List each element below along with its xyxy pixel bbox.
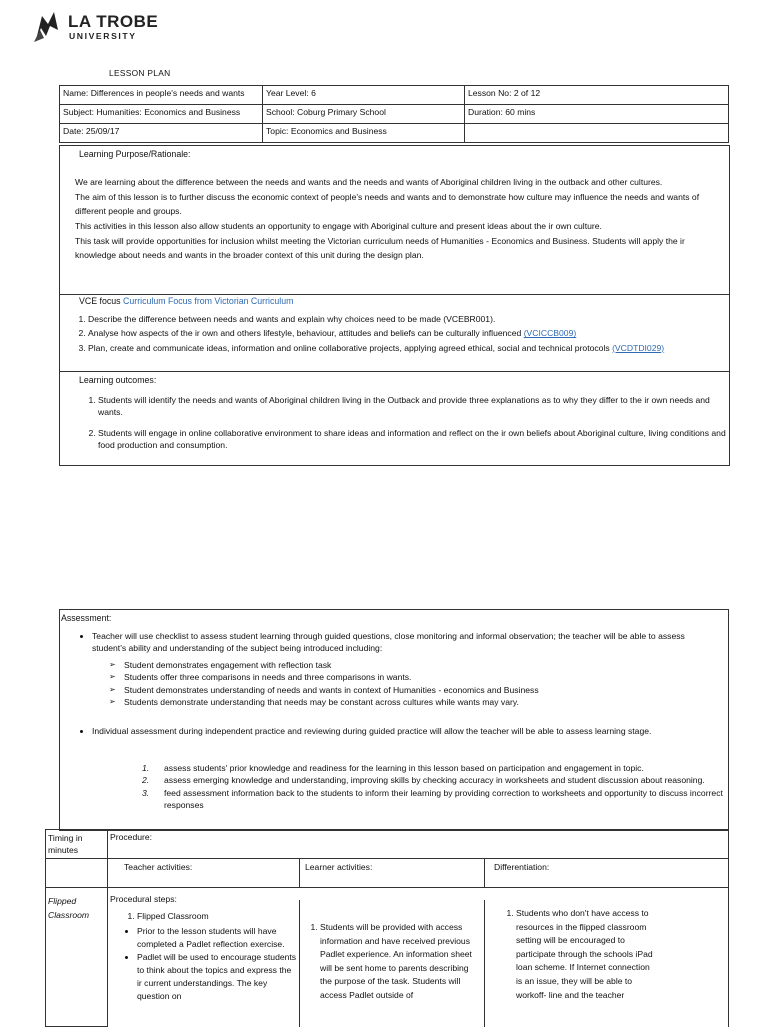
procedure-label: Procedure: bbox=[110, 832, 153, 842]
list-item: 1. Students will identify the needs and wants of Aboriginal children living in the Outback and provide three explanations as to why they differ to the ir own needs and wants. bbox=[98, 394, 728, 419]
teacher-header-cell bbox=[107, 858, 300, 888]
logo-name: LA TROBE bbox=[68, 12, 159, 31]
outcomes-label: Learning outcomes: bbox=[79, 375, 157, 385]
assessment-label: Assessment: bbox=[61, 613, 112, 623]
item-number: 3. bbox=[142, 787, 150, 798]
learner-activities-label: Learner activities: bbox=[305, 862, 373, 872]
assessment-bullets bbox=[60, 725, 712, 737]
curriculum-code-link[interactable]: (VCICCB009) bbox=[523, 328, 577, 339]
procedure-header-cell bbox=[107, 829, 729, 859]
timing-label: Timing in minutes bbox=[48, 833, 83, 855]
empty-cell bbox=[465, 124, 729, 143]
item-text: feed assessment information back to the students to inform their learning by providing correction to worksheets and opportunity to discuss incorrect responses bbox=[164, 787, 723, 811]
differentiation-cell bbox=[484, 900, 729, 1027]
list-item bbox=[88, 313, 728, 325]
purpose-paragraph: The aim of this lesson is to further discuss the economic context of people's needs and wants and to demonstrate how culture may influence the needs and wants of different people and groups. bbox=[75, 191, 700, 217]
year-level-cell: Year Level: 6 bbox=[263, 86, 465, 105]
lesson-no-cell: Lesson No: 2 of 12 bbox=[465, 86, 729, 105]
vce-item-text: Analyse how aspects of the ir own and others lifestyle, behaviour, attitudes and beliefs can be culturally influenced bbox=[88, 328, 522, 339]
vce-focus-label: VCE focus bbox=[79, 296, 121, 306]
vce-item-text: Describe the difference between needs and wants and explain why choices need to be made (VCEBR001). bbox=[88, 314, 496, 324]
differentiation-steps bbox=[484, 907, 656, 1002]
procedural-steps-label: Procedural steps: bbox=[110, 894, 177, 904]
teacher-activities-label: Teacher activities: bbox=[124, 862, 193, 872]
subject-cell: Subject: Humanities: Economics and Business bbox=[60, 105, 263, 124]
purpose-paragraph: This task will provide opportunities for inclusion whilst meeting the Victorian curriculum needs of Humanities - Economics and Business. Students will apply the ir knowledge about needs and wants in the broader context of this unit during the design plan. bbox=[75, 235, 685, 260]
list-item: ➢ Students demonstrate understanding that needs may be constant across cultures while wants may vary. bbox=[124, 696, 724, 708]
list-item: • Padlet will be used to encourage students to think about the topics and express the ir current understandings. The key question on bbox=[137, 951, 297, 1003]
teacher-activity-cell bbox=[107, 900, 300, 1027]
item-text: assess students' prior knowledge and readiness for the learning in this lesson based on participation and engagement in topic. bbox=[164, 763, 644, 773]
lesson-name-cell: Name: Differences in people's needs and wants bbox=[60, 86, 263, 105]
purpose-section bbox=[59, 145, 730, 295]
curriculum-code-link[interactable]: (VCDTDI029) bbox=[612, 342, 665, 353]
school-cell: School: Coburg Primary School bbox=[263, 105, 465, 124]
assessment-section bbox=[59, 609, 729, 831]
outcomes-list bbox=[70, 394, 728, 453]
outcomes-section bbox=[59, 371, 730, 466]
assessment-criteria bbox=[60, 659, 724, 708]
logo-emblem-icon bbox=[32, 10, 62, 44]
timing-col-subheader bbox=[45, 858, 108, 888]
university-logo bbox=[32, 10, 182, 46]
list-item bbox=[88, 327, 728, 339]
timing-value: Flipped Classroom bbox=[48, 896, 90, 920]
vce-label bbox=[79, 296, 293, 306]
purpose-paragraph: This activities in this lesson also allow students an opportunity to engage with Aboriginal culture and present ideas about the ir own culture. bbox=[75, 220, 602, 231]
list-item: 2. Students will engage in online collaborative environment to share ideas and information and reflect on the ir own beliefs about Aboriginal culture, living conditions and food production and consumption. bbox=[98, 427, 728, 452]
list-item: ➢ Student demonstrates engagement with reflection task bbox=[124, 659, 724, 671]
learner-steps bbox=[300, 921, 480, 1003]
list-item: 1. Students who don't have access to resources in the flipped classroom setting will be encouraged to participate through the schools iPad loan scheme. If Internet connection is an issue, they will be able to workoff- line and the teacher bbox=[516, 907, 656, 1002]
logo-sub: UNIVERSITY bbox=[69, 31, 137, 41]
timing-header-cell bbox=[45, 829, 108, 859]
duration-cell: Duration: 60 mins bbox=[465, 105, 729, 124]
learner-header-cell bbox=[299, 858, 485, 888]
timing-cell bbox=[45, 887, 108, 1027]
list-item bbox=[142, 787, 724, 812]
differentiation-header-cell bbox=[484, 858, 729, 888]
list-item bbox=[88, 342, 728, 354]
page-title: LESSON PLAN bbox=[109, 68, 171, 78]
teacher-steps bbox=[107, 910, 297, 923]
list-item: • Prior to the lesson students will have completed a Padlet reflection exercise. bbox=[137, 925, 297, 951]
list-item bbox=[142, 774, 724, 786]
curriculum-focus-heading: Curriculum Focus from Victorian Curriculum bbox=[123, 296, 294, 306]
learner-activity-cell bbox=[299, 900, 485, 1027]
item-number: 1. bbox=[142, 763, 150, 773]
item-number: 2. bbox=[142, 775, 150, 786]
list-item: • Teacher will use checklist to assess student learning through guided questions, close monitoring and informal observation; the teacher will be able to assess student's ability and understanding of the subject being introduced including: bbox=[92, 630, 712, 655]
list-item: 1. Flipped Classroom bbox=[137, 910, 297, 923]
vce-section bbox=[59, 294, 730, 372]
differentiation-label: Differentiation: bbox=[494, 862, 550, 872]
purpose-text bbox=[75, 175, 725, 263]
topic-cell: Topic: Economics and Business bbox=[263, 124, 465, 143]
vce-item-text: Plan, create and communicate ideas, information and online collaborative projects, applying agreed ethical, social and technical protocols bbox=[88, 342, 610, 353]
vce-list bbox=[60, 313, 728, 356]
list-item: ➢ Students offer three comparisons in needs and three comparisons in wants. bbox=[124, 671, 724, 683]
list-item bbox=[142, 762, 724, 774]
assessment-bullets bbox=[60, 630, 712, 655]
lesson-info-table bbox=[59, 85, 729, 143]
list-item: 1. Students will be provided with access information and have received previous Padlet experience. An information sheet will be sent home to parents describing the purpose of the task. Students will access Padlet outside of bbox=[320, 921, 480, 1003]
purpose-paragraph: We are learning about the difference between the needs and wants and the needs and wants of Aboriginal children living in the outback and other cultures. bbox=[75, 177, 663, 187]
purpose-label: Learning Purpose/Rationale: bbox=[79, 149, 191, 159]
date-cell: Date: 25/09/17 bbox=[60, 124, 263, 143]
item-text: assess emerging knowledge and understanding, improving skills by checking accuracy in worksheets and student discussion about reasoning. bbox=[164, 775, 705, 786]
assessment-numbered bbox=[60, 762, 724, 812]
teacher-bullets bbox=[107, 925, 297, 1003]
list-item: • Individual assessment during independent practice and reviewing during guided practice will allow the teacher will be able to assess learning stage. bbox=[92, 725, 712, 737]
list-item: ➢ Student demonstrates understanding of needs and wants in context of Humanities - economics and Business bbox=[124, 684, 724, 696]
